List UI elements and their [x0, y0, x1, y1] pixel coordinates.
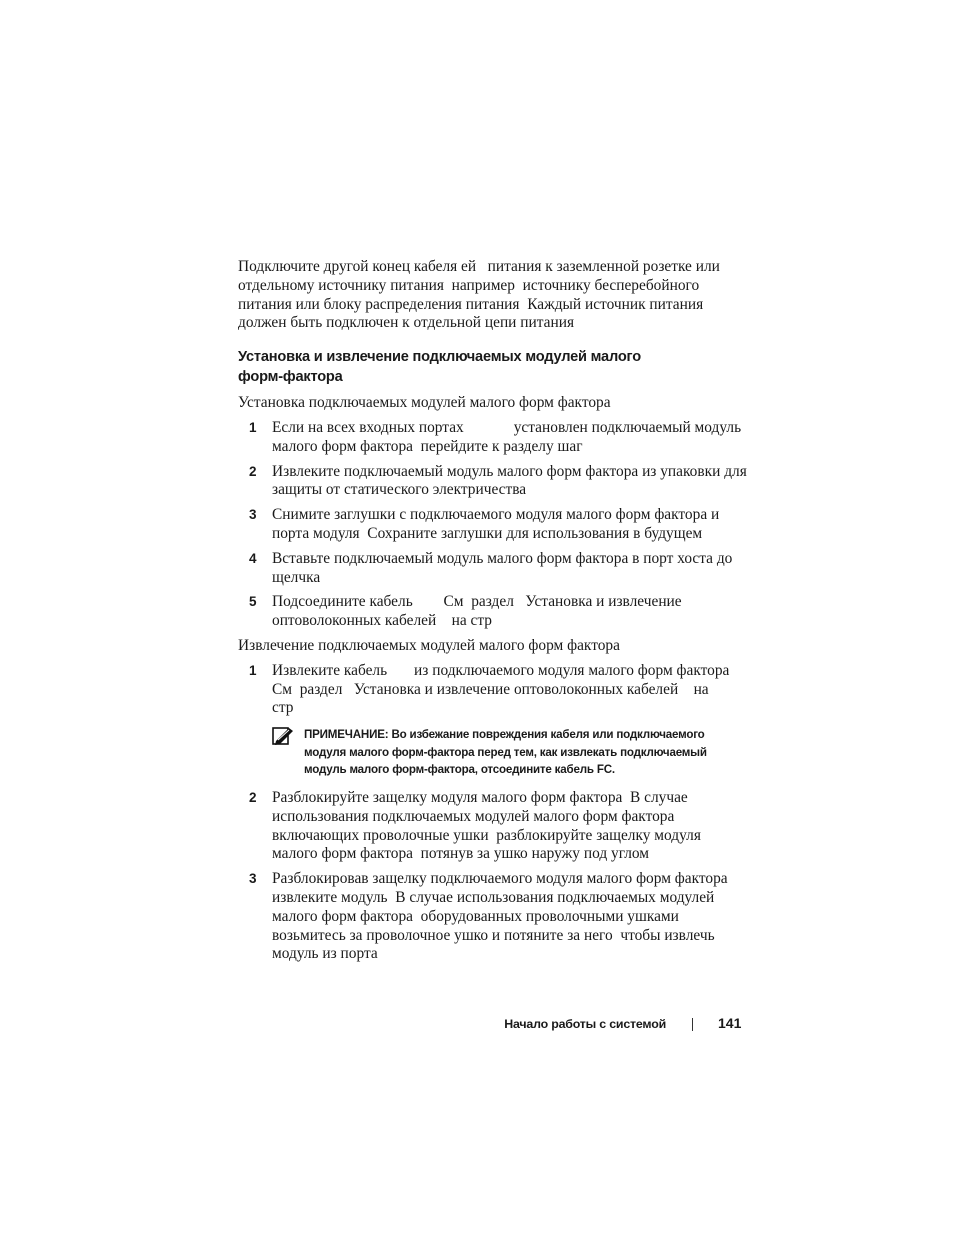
step-number: 2 [249, 789, 257, 805]
intro-paragraph: Подключите другой конец кабеля ей питания к заземленной розетке или отдельному источнику питания например источнику бесперебойного питания или блоку распределения питания Каждый источник питания должен быть подключен к отдельной цепи питания [238, 258, 720, 332]
step-text: Снимите заглушки с подключаемого модуля малого форм фактора и порта модуля Сохраните заглушки для использования в будущем [272, 506, 720, 542]
page-content [238, 258, 747, 970]
step-number: 1 [249, 662, 257, 678]
note-label: ПРИМЕЧАНИЕ: [304, 728, 389, 742]
remove-steps [238, 662, 738, 718]
install-subtitle: Установка подключаемых модулей малого форм фактора [238, 394, 611, 412]
step-text: Извлеките кабель из подключаемого модуля малого форм фактора См раздел Установка и извлечение оптоволоконных кабелей на стр [272, 661, 730, 717]
note-text [304, 726, 738, 779]
step-number: 5 [249, 594, 257, 610]
install-steps [238, 418, 747, 631]
footer-divider [692, 1018, 693, 1031]
step-number: 4 [249, 550, 257, 566]
section-heading: Установка и извлечение подключаемых модулей малого форм-фактора [238, 349, 641, 385]
step-text: Если на всех входных портах установлен подключаемый модуль малого форм фактора перейдите к разделу шаг [272, 418, 742, 455]
step-number: 3 [249, 507, 257, 523]
pencil-note-icon [272, 726, 294, 746]
list-item [238, 593, 738, 631]
step-text: Вставьте подключаемый модуль малого форм фактора в порт хоста до щелчка [272, 549, 733, 586]
remove-subtitle: Извлечение подключаемых модулей малого форм фактора [238, 636, 620, 654]
remove-steps-continued [238, 789, 738, 964]
list-item [238, 506, 738, 544]
footer-section-title: Начало работы с системой [504, 1017, 666, 1031]
page-number: 141 [718, 1015, 742, 1031]
step-text: Разблокировав защелку подключаемого модуля малого форм фактора извлеките модуль В случае использования подключаемых модулей малого форм фактора оборудованных проволочными ушками возьмитесь за проволочное ушко и потяните за него чтобы извлечь модуль из порта [272, 870, 728, 963]
step-text: Подсоедините кабель См раздел Установка и извлечение оптоволоконных кабелей на стр [272, 593, 682, 630]
list-item [238, 870, 738, 964]
list-item [238, 789, 738, 864]
step-number: 1 [249, 419, 257, 435]
step-text: Извлеките подключаемый модуль малого форм фактора из упаковки для защиты от статического электричества [272, 462, 747, 499]
page-footer [0, 1014, 954, 1036]
step-number: 2 [249, 463, 257, 479]
list-item [238, 462, 747, 501]
note-body: Во избежание повреждения кабеля или подключаемого модуля малого форм-фактора перед тем, как извлекать подключаемый модуль малого форм-фактора, отсоедините кабель FC. [304, 728, 707, 777]
list-item [238, 418, 742, 457]
step-text: Разблокируйте защелку модуля малого форм фактора В случае использования подключаемых модулей малого форм фактора включающих проволочные ушки разблокируйте защелку модуля малого форм фактора потянув за ушко наружу под углом [272, 788, 701, 863]
list-item [238, 550, 738, 588]
note-block [238, 726, 738, 779]
step-number: 3 [249, 871, 257, 887]
list-item [238, 662, 738, 718]
